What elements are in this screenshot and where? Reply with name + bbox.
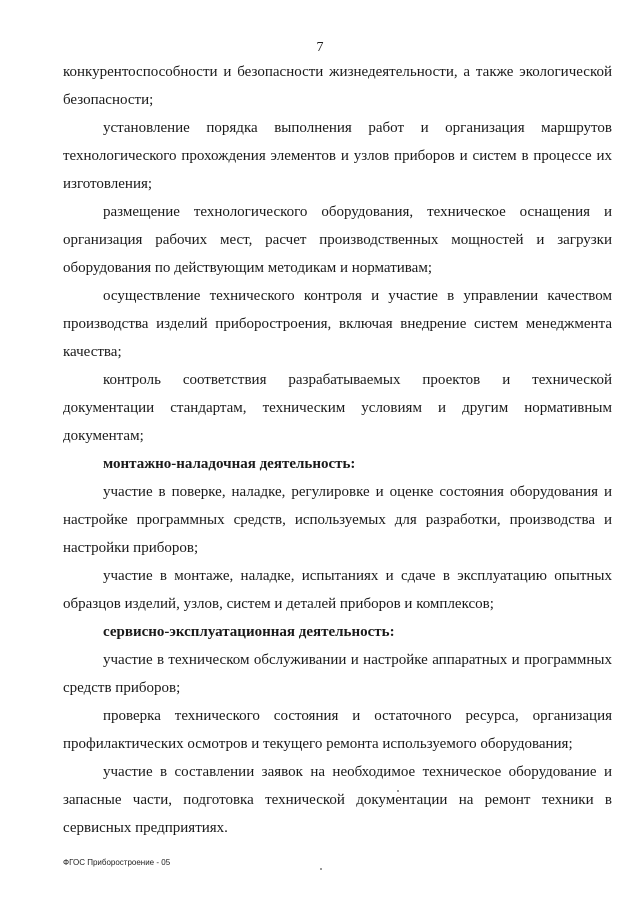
section-heading: монтажно-наладочная деятельность: (103, 456, 356, 472)
paragraph: участие в составлении заявок на необходимое техническое оборудование и запасные части, подготовка технической документации на ремонт техники в сервисных предприятиях. (63, 764, 612, 836)
paragraph: размещение технологического оборудования, техническое оснащения и организация рабочих мест, расчет производственных мощностей и загрузки оборудования по действующим методикам и нормативам; (63, 204, 612, 276)
document-footer: ФГОС Приборостроение - 05 (63, 858, 171, 867)
page-number: 7 (316, 40, 324, 55)
paragraph: конкурентоспособности и безопасности жизнедеятельности, а также экологической безопасности; (63, 64, 612, 108)
scan-speck (320, 868, 322, 870)
scan-speck (397, 790, 399, 792)
paragraph: осуществление технического контроля и участие в управлении качеством производства изделий приборостроения, включая внедрение систем менеджмента качества; (63, 288, 612, 360)
paragraph: контроль соответствия разрабатываемых проектов и технической документации стандартам, техническим условиям и другим нормативным документам; (63, 372, 612, 444)
paragraph: участие в техническом обслуживании и настройке аппаратных и программных средств приборов; (63, 652, 612, 696)
document-body (63, 58, 612, 842)
paragraph: проверка технического состояния и остаточного ресурса, организация профилактических осмотров и текущего ремонта используемого оборудования; (63, 708, 612, 752)
paragraph: установление порядка выполнения работ и организация маршрутов технологического прохождения элементов и узлов приборов и систем в процессе их изготовления; (63, 120, 612, 192)
paragraph: участие в монтаже, наладке, испытаниях и сдаче в эксплуатацию опытных образцов изделий, узлов, систем и деталей приборов и комплексов; (63, 568, 612, 612)
section-heading: сервисно-эксплуатационная деятельность: (103, 624, 395, 640)
paragraph: участие в поверке, наладке, регулировке и оценке состояния оборудования и настройке программных средств, используемых для разработки, производства и настройки приборов; (63, 484, 612, 556)
